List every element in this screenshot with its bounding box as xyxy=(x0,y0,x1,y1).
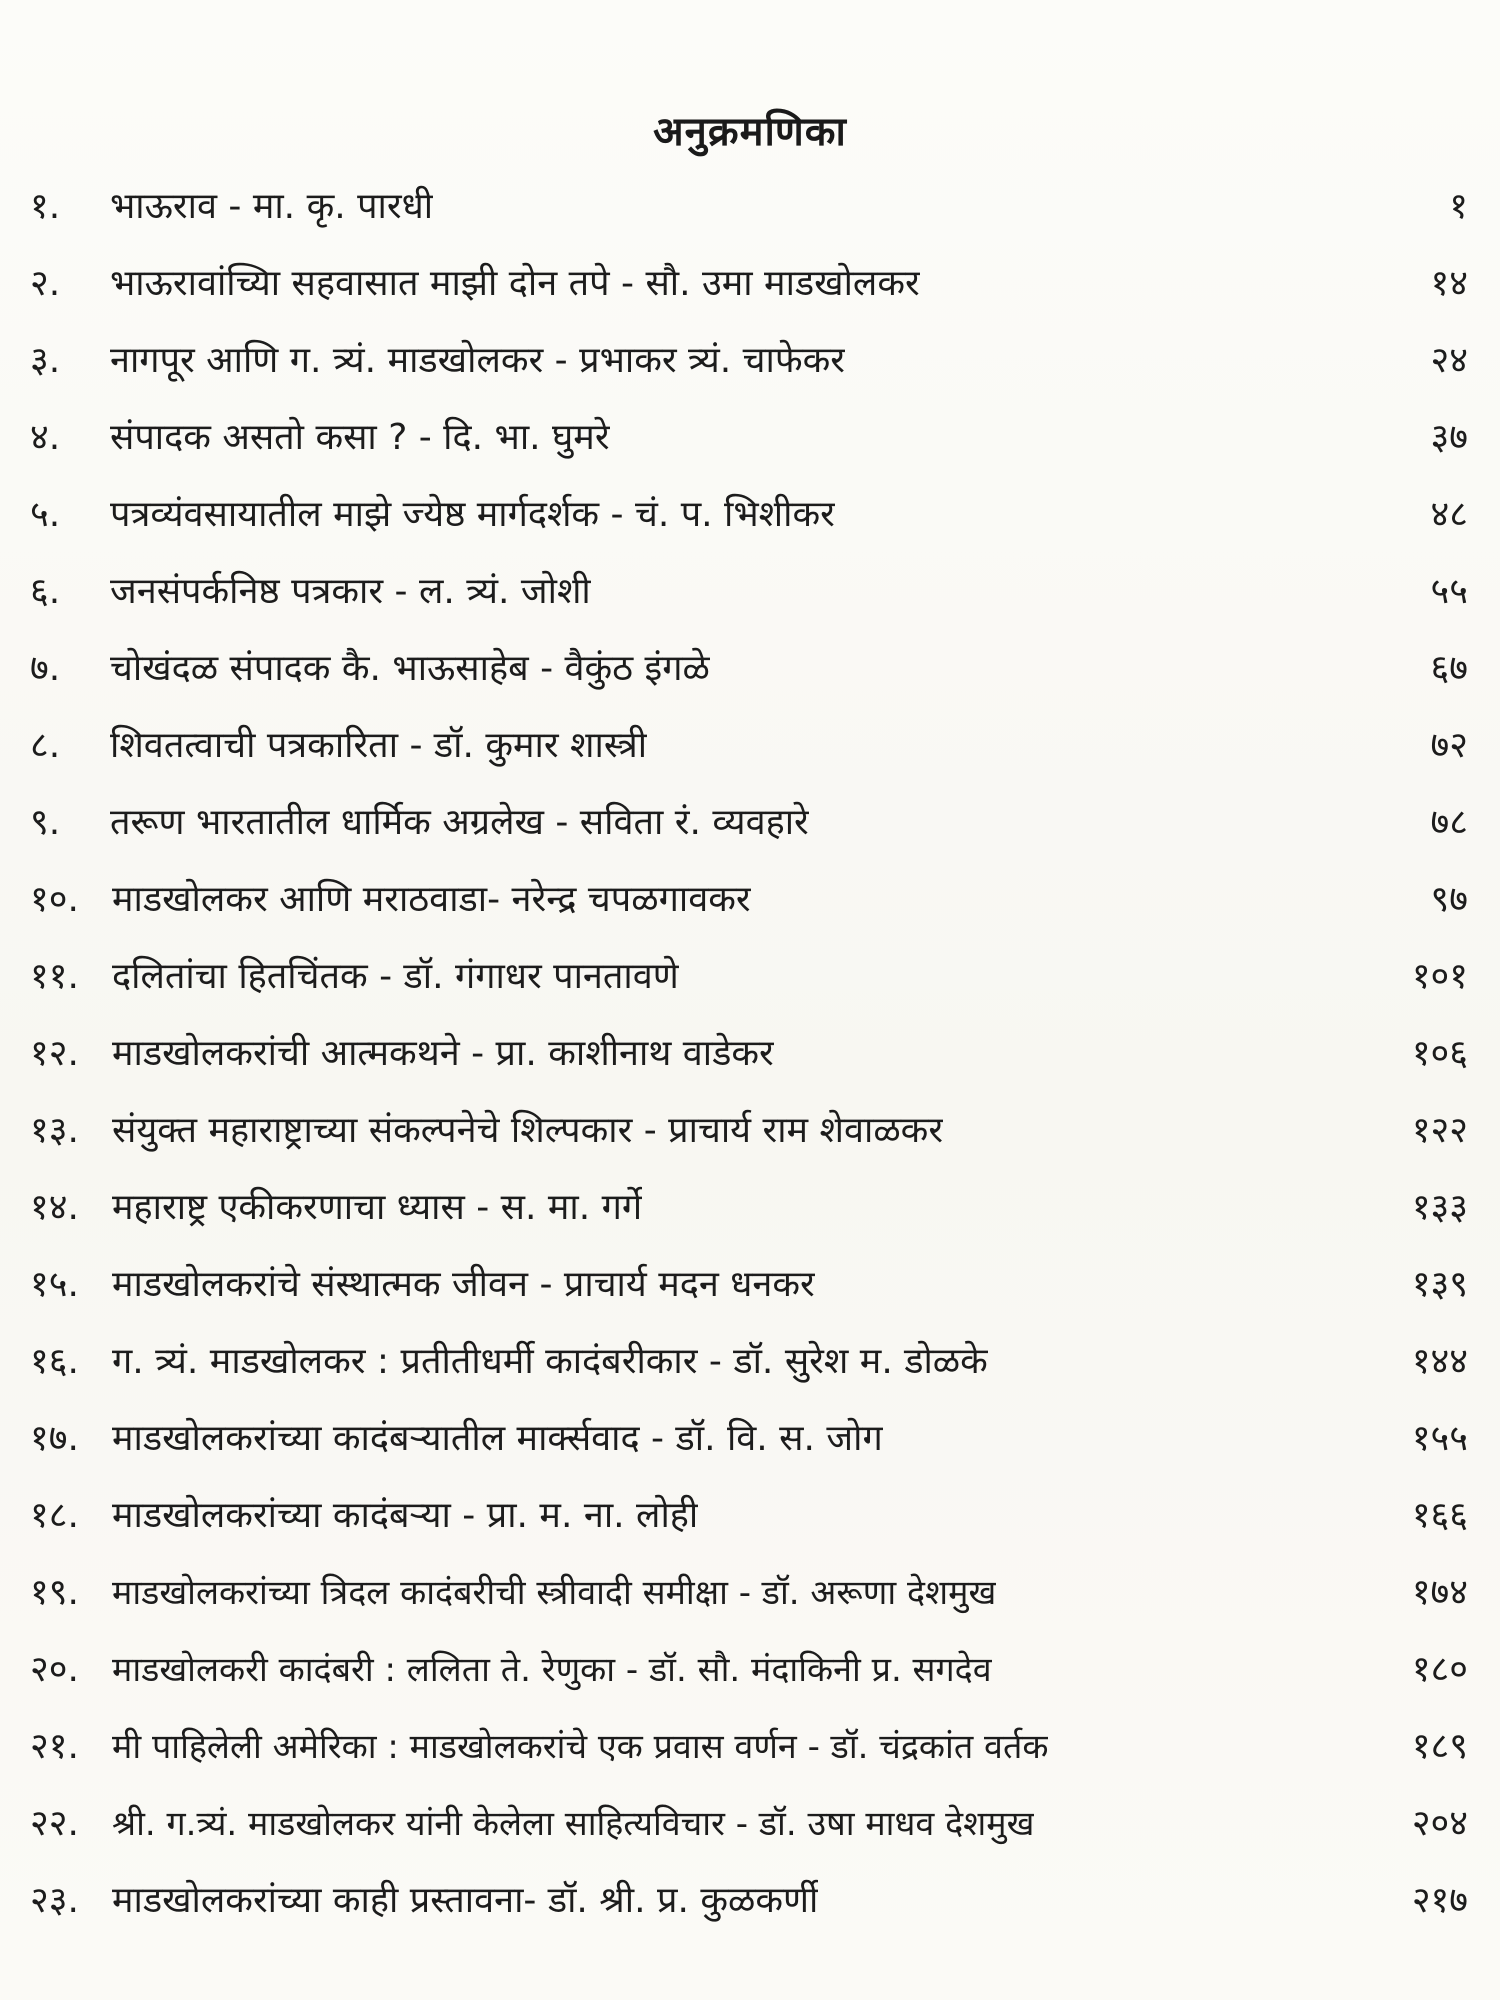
toc-entry-number: ८. xyxy=(30,725,61,766)
toc-entry-title: माडखोलकरी कादंबरी : ललिता ते. रेणुका - डॉ. सौ. मंदाकिनी प्र. सगदेव xyxy=(112,1650,992,1690)
toc-entry-number: १८. xyxy=(30,1495,79,1536)
toc-entry-page-number: ४८ xyxy=(1430,494,1468,535)
toc-entry-title: नागपूर आणि ग. त्र्यं. माडखोलकर - प्रभाकर त्र्यं. चाफेकर xyxy=(110,340,845,381)
toc-entry-title: माडखोलकरांच्या कादंबऱ्यातील मार्क्सवाद - डॉ. वि. स. जोग xyxy=(112,1418,883,1459)
toc-entry-number: १४. xyxy=(30,1187,79,1228)
toc-entry xyxy=(30,408,1470,485)
toc-entry xyxy=(30,1794,1470,1871)
toc-entry xyxy=(30,485,1470,562)
toc-entry-title: भाऊरावांच्यिा सहवासात माझी दोन तपे - सौ. उमा माडखोलकर xyxy=(110,263,920,304)
toc-entry-title: माडखोलकरांचे संस्थात्मक जीवन - प्राचार्य मदन धनकर xyxy=(112,1264,815,1305)
toc-entry xyxy=(30,1563,1470,1640)
toc-entry-number: १. xyxy=(30,186,61,227)
toc-entry-title: शिवतत्वाची पत्रकारिता - डॉ. कुमार शास्त्री xyxy=(110,725,648,766)
toc-entry-page-number: ७२ xyxy=(1430,725,1468,766)
toc-entry-page-number: १३९ xyxy=(1411,1264,1468,1305)
toc-entry xyxy=(30,1101,1470,1178)
toc-entry-title: संपादक असतो कसा ? - दि. भा. घुमरे xyxy=(110,417,610,458)
toc-entry xyxy=(30,1717,1470,1794)
toc-entry-page-number: १८९ xyxy=(1411,1726,1468,1767)
toc-entry-page-number: २४ xyxy=(1430,340,1468,381)
toc-entry-title: तरूण भारतातील धार्मिक अग्रलेख - सविता रं. व्यवहारे xyxy=(110,802,809,843)
toc-entry-page-number: ६७ xyxy=(1430,648,1468,689)
toc-entry-number: १३. xyxy=(30,1110,79,1151)
toc-entry-page-number: १२२ xyxy=(1411,1110,1468,1151)
toc-entry-title: माडखोलकरांच्या त्रिदल कादंबरीची स्त्रीवादी समीक्षा - डॉ. अरूणा देशमुख xyxy=(112,1573,997,1613)
toc-entry-title: दलितांचा हितचिंतक - डॉ. गंगाधर पानतावणे xyxy=(112,956,679,997)
toc-entry-page-number: ५५ xyxy=(1430,571,1468,612)
toc-entry xyxy=(30,1640,1470,1717)
toc-entry xyxy=(30,331,1470,408)
toc-entry-title: माडखोलकर आणि मराठवाडा- नरेन्द्र चपळगावकर xyxy=(112,879,751,920)
toc-entry-number: ११. xyxy=(30,956,79,997)
toc-entry-number: ६. xyxy=(30,571,61,612)
toc-entry-page-number: १७४ xyxy=(1411,1572,1468,1613)
toc-entry-page-number: २१७ xyxy=(1411,1880,1468,1921)
toc-entry-title: पत्रव्यंवसायातील माझे ज्येष्ठ मार्गदर्शक - चं. प. भिशीकर xyxy=(110,494,835,535)
toc-entry-page-number: १३३ xyxy=(1411,1187,1468,1228)
toc-entry-title: श्री. ग.त्र्यं. माडखोलकर यांनी केलेला साहित्यविचार - डॉ. उषा माधव देशमुख xyxy=(112,1804,1035,1844)
toc-entry-number: २१. xyxy=(30,1726,79,1767)
toc-entry-number: ९. xyxy=(30,802,61,843)
toc-entry-title: माडखोलकरांच्या काही प्रस्तावना- डॉ. श्री. प्र. कुळकर्णी xyxy=(112,1880,819,1921)
toc-entry-title: माडखोलकरांची आत्मकथने - प्रा. काशीनाथ वाडेकर xyxy=(112,1033,774,1074)
toc-entry-number: २. xyxy=(30,263,61,304)
toc-entry-number: १९. xyxy=(30,1572,79,1613)
toc-entry-number: ७. xyxy=(30,648,61,689)
toc-entry xyxy=(30,1871,1470,1948)
toc-entry-page-number: ९७ xyxy=(1430,879,1468,920)
toc-entry-page-number: १४ xyxy=(1430,263,1468,304)
toc-entry-page-number: १६६ xyxy=(1411,1495,1468,1536)
toc-entry-page-number: ३७ xyxy=(1430,417,1468,458)
toc-entry-title: जनसंपर्कनिष्ठ पत्रकार - ल. त्र्यं. जोशी xyxy=(110,571,591,612)
toc-entry-page-number: १८० xyxy=(1411,1649,1468,1690)
toc-entry xyxy=(30,254,1470,331)
toc-entry xyxy=(30,1255,1470,1332)
toc-entry xyxy=(30,793,1470,870)
toc-entry xyxy=(30,1409,1470,1486)
toc-entry-number: १७. xyxy=(30,1418,79,1459)
toc-entry-number: २२. xyxy=(30,1803,79,1844)
toc-entry-page-number: २०४ xyxy=(1411,1803,1468,1844)
toc-entry xyxy=(30,639,1470,716)
toc-entry-page-number: १५५ xyxy=(1411,1418,1468,1459)
toc-entry xyxy=(30,1332,1470,1409)
table-of-contents xyxy=(30,177,1470,1948)
toc-entry-title: चोखंदळ संपादक कै. भाऊसाहेब - वैकुंठ इंगळे xyxy=(110,648,710,689)
toc-entry-number: ३. xyxy=(30,340,61,381)
toc-entry xyxy=(30,716,1470,793)
toc-entry-number: २३. xyxy=(30,1880,79,1921)
toc-entry xyxy=(30,177,1470,254)
toc-entry-number: १६. xyxy=(30,1341,79,1382)
toc-entry-page-number: १०६ xyxy=(1411,1033,1468,1074)
toc-entry-title: संयुक्त महाराष्ट्राच्या संकल्पनेचे शिल्पकार - प्राचार्य राम शेवाळकर xyxy=(112,1110,944,1151)
toc-entry-title: माडखोलकरांच्या कादंबऱ्या - प्रा. म. ना. लोही xyxy=(112,1495,699,1536)
toc-entry xyxy=(30,1024,1470,1101)
toc-entry-page-number: १०१ xyxy=(1411,956,1468,997)
toc-entry-number: ४. xyxy=(30,417,61,458)
toc-entry-number: ५. xyxy=(30,494,61,535)
toc-entry xyxy=(30,870,1470,947)
toc-entry xyxy=(30,1178,1470,1255)
toc-entry xyxy=(30,562,1470,639)
page-title: अनुक्रमणिका xyxy=(653,109,847,155)
toc-entry xyxy=(30,947,1470,1024)
toc-entry-number: २०. xyxy=(30,1649,79,1690)
toc-entry xyxy=(30,1486,1470,1563)
toc-entry-number: १५. xyxy=(30,1264,79,1305)
toc-entry-number: १०. xyxy=(30,879,79,920)
toc-entry-page-number: १४४ xyxy=(1411,1341,1468,1382)
toc-entry-number: १२. xyxy=(30,1033,79,1074)
toc-entry-title: ग. त्र्यं. माडखोलकर : प्रतीतीधर्मी कादंबरीकार - डॉ. सुरेश म. डोळके xyxy=(112,1341,988,1382)
toc-entry-page-number: १ xyxy=(1449,186,1468,227)
toc-entry-page-number: ७८ xyxy=(1430,802,1468,843)
toc-entry-title: मी पाहिलेली अमेरिका : माडखोलकरांचे एक प्रवास वर्णन - डॉ. चंद्रकांत वर्तक xyxy=(112,1727,1049,1767)
toc-entry-title: महाराष्ट्र एकीकरणाचा ध्यास - स. मा. गर्गे xyxy=(112,1187,643,1228)
toc-entry-title: भाऊराव - मा. कृ. पारधी xyxy=(110,186,434,227)
